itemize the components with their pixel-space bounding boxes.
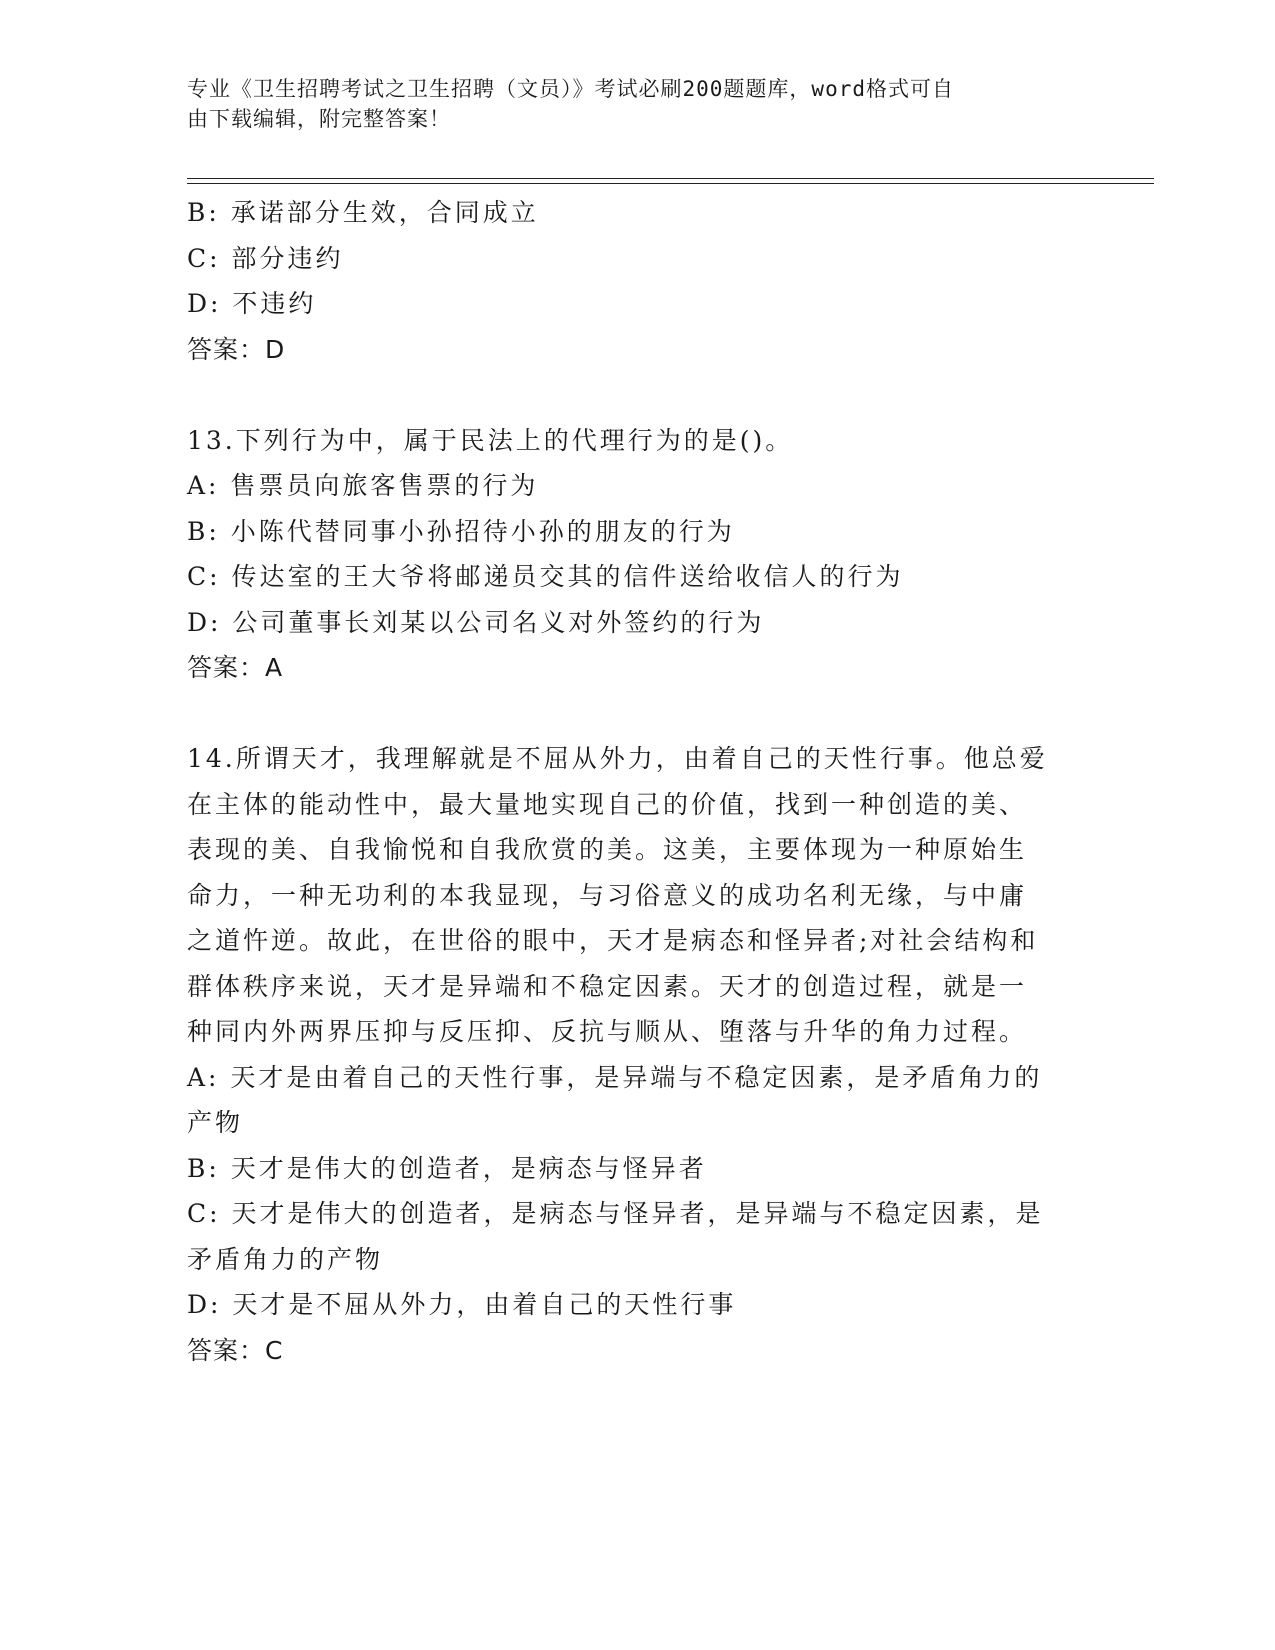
option-d: D: 天才是不屈从外力，由着自己的天性行事 <box>187 1290 737 1319</box>
header-divider-top <box>187 178 1154 179</box>
option-a-continued: 产物 <box>187 1108 244 1137</box>
option-c: C: 部分违约 <box>187 243 344 273</box>
option-c: C: 天才是伟大的创造者，是病态与怪异者，是异端与不稳定因素，是 <box>187 1199 1044 1228</box>
header-divider-bottom <box>187 183 1154 184</box>
question-14-block <box>187 736 1067 1373</box>
answer-line: 答案：A <box>187 653 284 682</box>
question-stem-line: 在主体的能动性中，最大量地实现自己的价值，找到一种创造的美、 <box>187 789 1028 819</box>
question-stem-line: 群体秩序来说，天才是异端和不稳定因素。天才的创造过程，就是一 <box>187 971 1028 1001</box>
option-c-continued: 矛盾角力的产物 <box>187 1244 384 1274</box>
answer-line: 答案：C <box>187 1335 284 1365</box>
document-header <box>187 74 1067 134</box>
answer-line: 答案：D <box>187 334 286 364</box>
question-stem: 13.下列行为中，属于民法上的代理行为的是()。 <box>187 425 794 455</box>
question-stem-line: 14.所谓天才，我理解就是不屈从外力，由着自己的天性行事。他总爱 <box>187 744 1048 773</box>
option-a: A: 售票员向旅客售票的行为 <box>187 471 539 500</box>
question-stem-line: 种同内外两界压抑与反压抑、反抗与顺从、堕落与升华的角力过程。 <box>187 1017 1028 1046</box>
header-line-2: 由下载编辑，附完整答案！ <box>187 107 451 131</box>
spacer <box>187 691 1067 737</box>
previous-question-block <box>187 190 1067 372</box>
question-13-block <box>187 418 1067 691</box>
option-b: B: 承诺部分生效，合同成立 <box>187 198 539 227</box>
question-stem-line: 之道忤逆。故此，在世俗的眼中，天才是病态和怪异者;对社会结构和 <box>187 926 1039 955</box>
question-stem-line: 表现的美、自我愉悦和自我欣赏的美。这美，主要体现为一种原始生 <box>187 835 1028 864</box>
question-stem-line: 命力，一种无功利的本我显现，与习俗意义的成功名利无缘，与中庸 <box>187 880 1028 910</box>
header-line-1: 专业《卫生招聘考试之卫生招聘（文员）》考试必刷200题题库，word格式可自 <box>187 77 954 101</box>
option-b: B: 小陈代替同事小孙招待小孙的朋友的行为 <box>187 516 735 546</box>
option-d: D: 不违约 <box>187 289 317 318</box>
option-a: A: 天才是由着自己的天性行事，是异端与不稳定因素，是矛盾角力的 <box>187 1062 1043 1092</box>
option-c: C: 传达室的王大爷将邮递员交其的信件送给收信人的行为 <box>187 562 904 591</box>
option-b: B: 天才是伟大的创造者，是病态与怪异者 <box>187 1153 707 1183</box>
spacer <box>187 372 1067 418</box>
question-content <box>187 190 1067 1373</box>
option-d: D: 公司董事长刘某以公司名义对外签约的行为 <box>187 607 765 637</box>
